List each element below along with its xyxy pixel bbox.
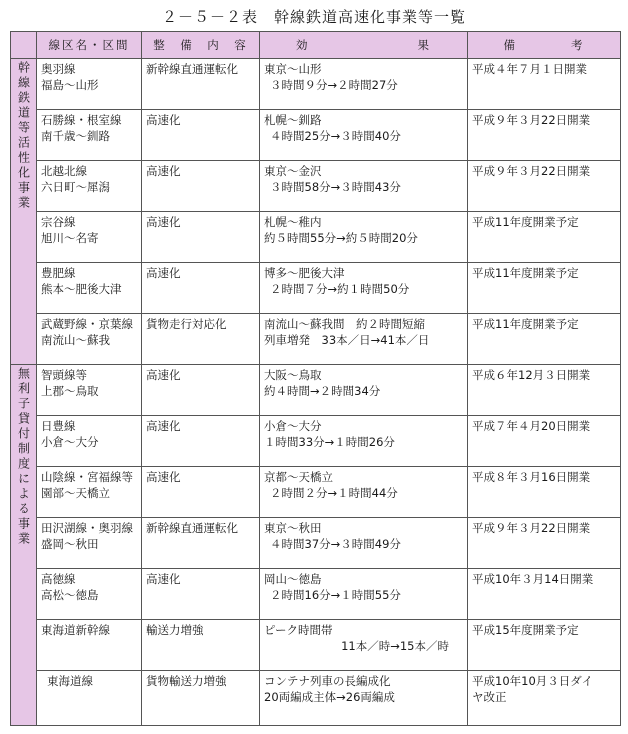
note-text: 平成10年３月14日開業 <box>472 572 594 586</box>
line-section: 熊本～肥後大津 <box>41 282 122 296</box>
work-content: 貨物走行対応化 <box>142 314 260 365</box>
effect-time: ２時間７分→約１時間50分 <box>270 282 410 296</box>
note-text: 平成11年度開業予定 <box>472 266 579 280</box>
table-row <box>11 365 621 416</box>
note-text: 平成９年３月22日開業 <box>472 113 591 127</box>
effect-time: 20両編成主体→26両編成 <box>264 690 395 704</box>
table-row <box>11 212 621 263</box>
effect-route: 博多～肥後大津 <box>264 266 345 280</box>
line-section: 盛岡～秋田 <box>41 537 99 551</box>
effect-route: ピーク時間帯 <box>264 623 333 637</box>
effect-time: 11本／時→15本／時 <box>341 639 449 653</box>
effect-route: 南流山～蘇我間 約２時間短縮 <box>264 317 425 331</box>
note-text: 平成10年10月３日ダイ <box>472 674 594 688</box>
effect-time: ３時間９分→２時間27分 <box>270 78 398 92</box>
header-note: 備 考 <box>468 32 621 59</box>
note-text: 平成４年７月１日開業 <box>472 62 587 76</box>
header-work: 整 備 内 容 <box>142 32 260 59</box>
note-text: 平成６年12月３日開業 <box>472 368 591 382</box>
work-content: 高速化 <box>142 569 260 620</box>
table-row <box>11 569 621 620</box>
work-content: 輸送力増強 <box>142 620 260 671</box>
header-category <box>11 32 37 59</box>
effect-route: 東京～金沢 <box>264 164 322 178</box>
effect-time: 約５時間55分→約５時間20分 <box>264 231 418 245</box>
line-name: 日豊線 <box>41 419 76 433</box>
table-title: ２－５－２表 幹線鉄道高速化事業等一覧 <box>161 8 466 26</box>
table-row <box>11 263 621 314</box>
work-content: 高速化 <box>142 467 260 518</box>
table-row <box>11 161 621 212</box>
note-text: 平成９年３月22日開業 <box>472 164 591 178</box>
effect-time: 列車増発 33本／日→41本／日 <box>264 333 430 347</box>
effect-time: ４時間25分→３時間40分 <box>270 129 401 143</box>
line-name: 豊肥線 <box>41 266 76 280</box>
line-name: 石勝線・根室線 <box>41 113 122 127</box>
work-content: 高速化 <box>142 263 260 314</box>
effect-route: 岡山～徳島 <box>264 572 322 586</box>
effect-time: ２時間16分→１時間55分 <box>270 588 401 602</box>
line-name: 武蔵野線・京葉線 <box>41 317 133 331</box>
line-name: 奥羽線 <box>41 62 76 76</box>
work-content: 高速化 <box>142 416 260 467</box>
category-cell <box>11 59 37 365</box>
category-label: 幹線鉄道等活性化事業 <box>16 61 31 211</box>
work-content: 新幹線直通運転化 <box>142 518 260 569</box>
line-name: 北越北線 <box>41 164 87 178</box>
effect-route: 東京～秋田 <box>264 521 322 535</box>
effect-route: コンテナ列車の長編成化 <box>264 674 391 688</box>
effect-time: ２時間２分→１時間44分 <box>270 486 398 500</box>
rail-projects-table <box>10 31 621 726</box>
category-cell <box>11 365 37 726</box>
line-section: 六日町～犀潟 <box>41 180 110 194</box>
line-name: 東海道線 <box>47 674 93 688</box>
effect-time: ３時間58分→３時間43分 <box>270 180 401 194</box>
line-section: 南千歳～釧路 <box>41 129 110 143</box>
work-content: 高速化 <box>142 365 260 416</box>
note-text: 平成８年３月16日開業 <box>472 470 591 484</box>
line-name: 田沢湖線・奥羽線 <box>41 521 133 535</box>
work-content: 高速化 <box>142 212 260 263</box>
effect-route: 小倉～大分 <box>264 419 322 433</box>
line-name: 山陰線・宮福線等 <box>41 470 133 484</box>
effect-route: 東京～山形 <box>264 62 322 76</box>
note-text: 平成９年３月22日開業 <box>472 521 591 535</box>
table-row <box>11 314 621 365</box>
work-content: 新幹線直通運転化 <box>142 59 260 110</box>
note-text: 平成15年度開業予定 <box>472 623 579 637</box>
note-text: 平成７年４月20日開業 <box>472 419 591 433</box>
table-row <box>11 110 621 161</box>
line-name: 宗谷線 <box>41 215 76 229</box>
note-text-2: ヤ改正 <box>472 690 507 704</box>
table-row <box>11 620 621 671</box>
header-row <box>11 32 621 59</box>
effect-time: １時間33分→１時間26分 <box>264 435 395 449</box>
table-row <box>11 671 621 726</box>
effect-route: 札幌～稚内 <box>264 215 322 229</box>
line-section: 小倉～大分 <box>41 435 99 449</box>
effect-route: 札幌～釧路 <box>264 113 322 127</box>
effect-route: 大阪～鳥取 <box>264 368 322 382</box>
line-name: 智頭線等 <box>41 368 87 382</box>
header-line: 線区名・区間 <box>37 32 142 59</box>
effect-time: ４時間37分→３時間49分 <box>270 537 401 551</box>
line-section: 南流山～蘇我 <box>41 333 110 347</box>
table-row <box>11 59 621 110</box>
effect-route: 京都～天橋立 <box>264 470 333 484</box>
line-section: 高松～徳島 <box>41 588 99 602</box>
line-name: 東海道新幹線 <box>41 623 110 637</box>
line-section: 旭川～名寄 <box>41 231 99 245</box>
work-content: 高速化 <box>142 161 260 212</box>
work-content: 貨物輸送力増強 <box>142 671 260 726</box>
table-row <box>11 518 621 569</box>
table-row <box>11 416 621 467</box>
category-label: 無利子貸付制度による事業 <box>16 367 31 547</box>
note-text: 平成11年度開業予定 <box>472 215 579 229</box>
line-section: 上郡～鳥取 <box>41 384 99 398</box>
table-row <box>11 467 621 518</box>
effect-time: 約４時間→２時間34分 <box>264 384 381 398</box>
line-section: 福島～山形 <box>41 78 99 92</box>
header-effect: 効 果 <box>260 32 468 59</box>
note-text: 平成11年度開業予定 <box>472 317 579 331</box>
work-content: 高速化 <box>142 110 260 161</box>
line-section: 園部～天橋立 <box>41 486 110 500</box>
line-name: 高徳線 <box>41 572 76 586</box>
